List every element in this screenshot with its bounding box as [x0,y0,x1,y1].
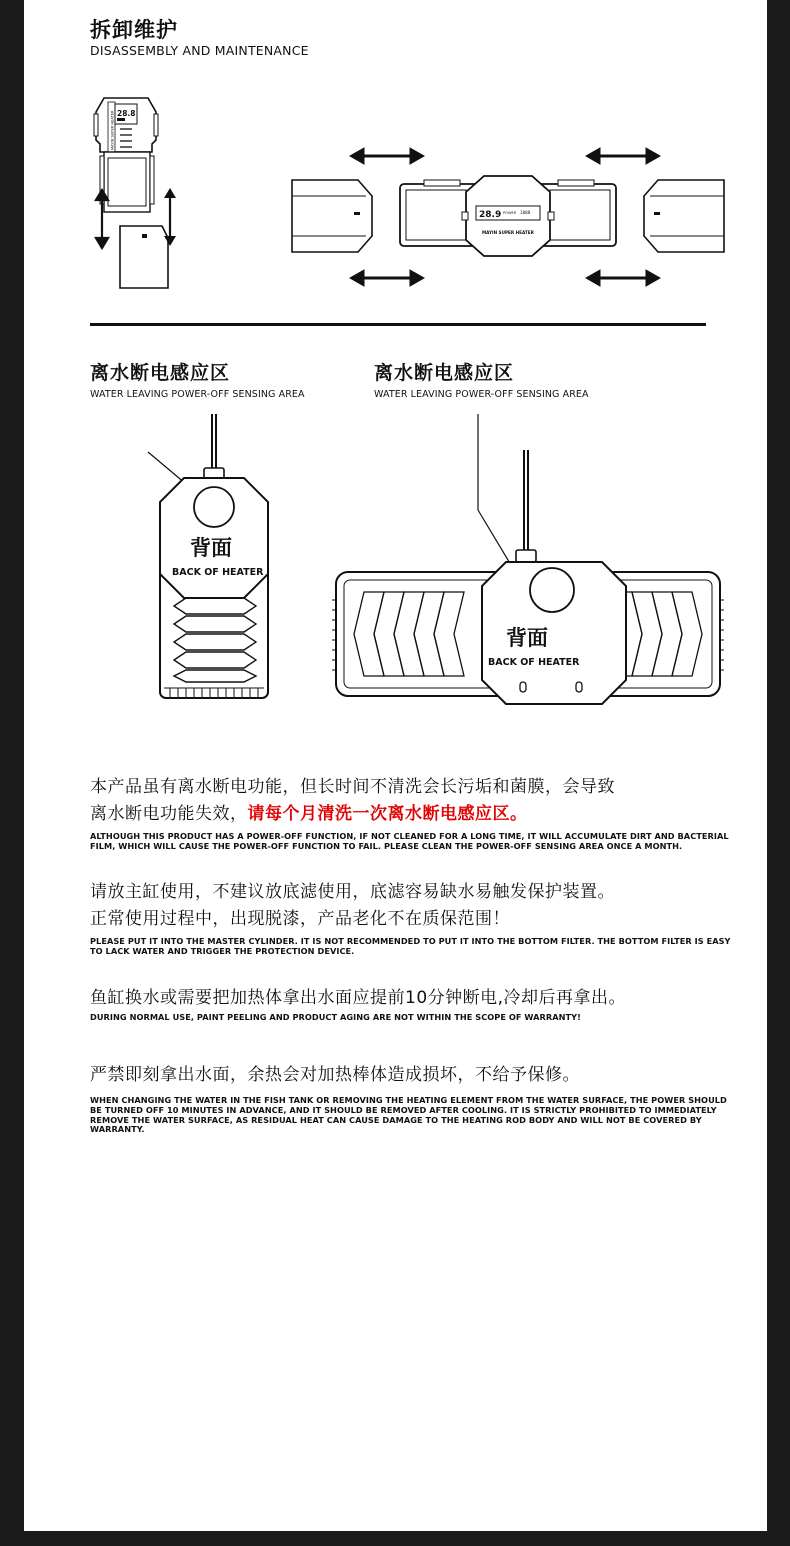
vertical-arrow-right [160,186,180,248]
sensing-right-title-en: WATER LEAVING POWER-OFF SENSING AREA [374,389,589,400]
note1-cn-plain: 离水断电功能失效， [90,804,248,824]
note3-en: DURING NORMAL USE, PAINT PEELING AND PRODUCT AGING ARE NOT WITHIN THE SCOPE OF WARRANTY! [90,1012,581,1022]
vertical-back-label-en: BACK OF HEATER [172,567,264,578]
horizontal-display-value: 28.9 [479,210,502,220]
horizontal-back-label-cn: 背面 [506,626,548,650]
section-title-en: DISASSEMBLY AND MAINTENANCE [90,43,309,58]
note4-en: WHEN CHANGING THE WATER IN THE FISH TANK OR REMOVING THE HEATING ELEMENT FROM THE WATER SURFACE, THE POWER SHOULD BE TURNED OFF 10 MINUTES IN ADVANCE, AND IT SHOULD BE REMOVED AFTER COOLING. IT IS STRICTLY PROHIBITED TO IMMEDIATELY REMOVE THE WATER SURFACE, AS RESIDUAL HEAT CAN CAUSE DAMAGE TO THE HEATING ROD BODY AND WILL NOT BE COVERED BY WARRANTY. [90,1095,727,1135]
page [24,0,767,1531]
horizontal-brand-label: MAYIN SUPER HEATER [482,230,534,235]
note1-en: ALTHOUGH THIS PRODUCT HAS A POWER-OFF FUNCTION, IF NOT CLEANED FOR A LONG TIME, IT WILL ACCUMULATE DIRT AND BACTERIAL FILM, WHICH WILL CAUSE THE POWER-OFF FUNCTION TO FAIL. PLEASE CLEAN THE POWER-OFF SENSING AREA ONCE A MONTH. [90,831,729,851]
horizontal-heater-illustration [288,140,728,290]
note2-cn-line1: 请放主缸使用，不建议放底滤使用，底滤容易缺水易触发保护装置。 [90,882,615,902]
horizontal-small-label: 1888 [520,210,531,215]
note2-cn-line2: 正常使用过程中，出现脱漆，产品老化不在质保范围！ [90,909,510,929]
note2-en: PLEASE PUT IT INTO THE MASTER CYLINDER. IT IS NOT RECOMMENDED TO PUT IT INTO THE BOTTOM FILTER. THE BOTTOM FILTER IS EASY TO LACK WATER AND TRIGGER THE PROTECTION DEVICE. [90,936,731,956]
sensing-right-title-cn: 离水断电感应区 [374,362,515,384]
section-divider [90,323,706,326]
section-title-cn: 拆卸维护 [90,18,178,42]
horizontal-power-label: POWER [503,211,517,215]
note1-cn-line1: 本产品虽有离水断电功能，但长时间不清洗会长污垢和菌膜，会导致 [90,777,615,797]
sensing-left-title-cn: 离水断电感应区 [90,362,231,384]
sensing-left-title-en: WATER LEAVING POWER-OFF SENSING AREA [90,389,305,400]
horizontal-back-label-en: BACK OF HEATER [488,657,580,668]
vertical-back-label-cn: 背面 [190,536,232,560]
vertical-brand-label: MAYIN SUPER HEATER [110,110,115,150]
note3-cn: 鱼缸换水或需要把加热体拿出水面应提前10分钟断电,冷却后再拿出。 [90,988,627,1008]
note1-cn-line2 [90,801,740,828]
note4-cn: 严禁即刻拿出水面，余热会对加热棒体造成损坏，不给予保修。 [90,1065,580,1085]
note1-cn-highlight: 请每个月清洗一次离水断电感应区。 [247,804,528,824]
vertical-display-value: 28.8 [117,109,136,118]
